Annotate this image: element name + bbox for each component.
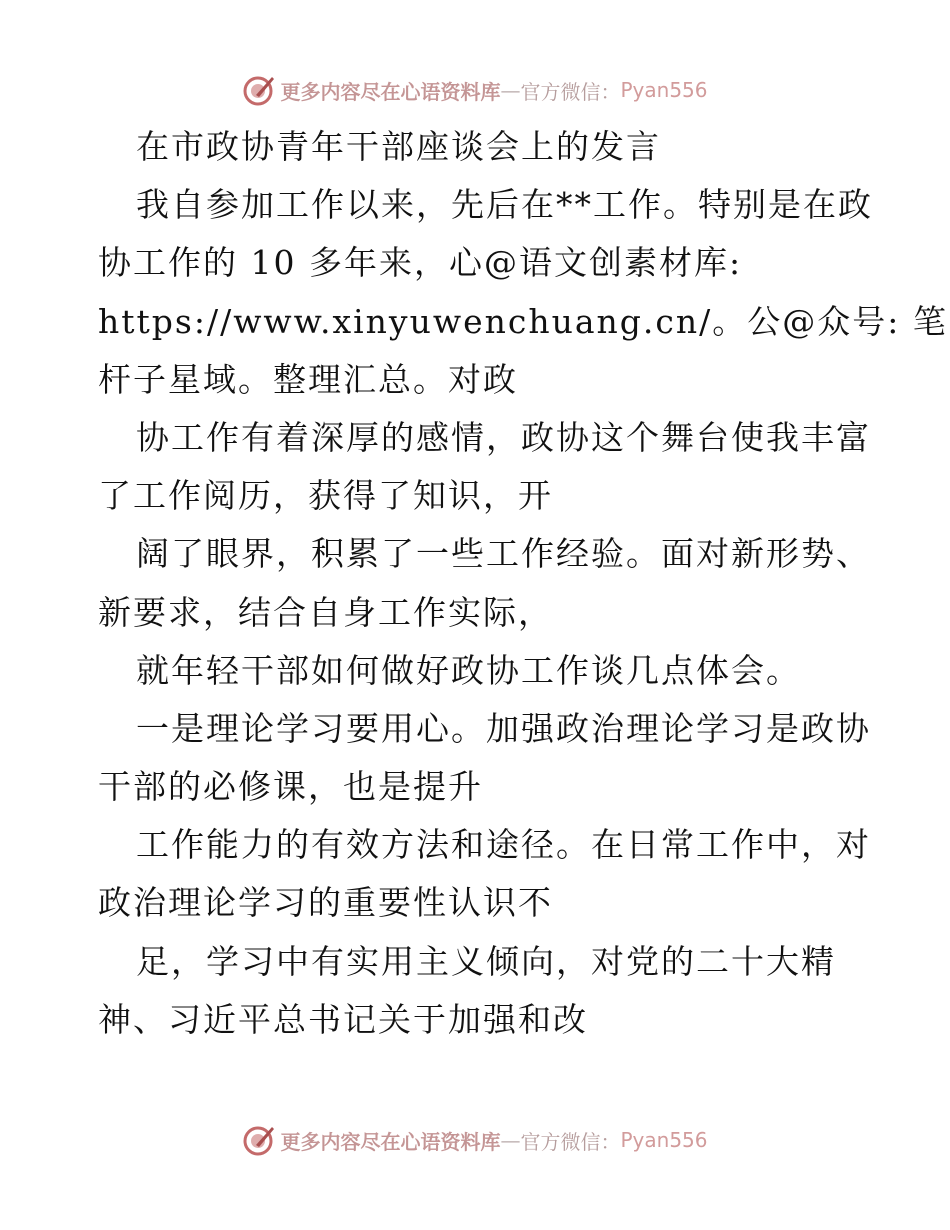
footer-wechat-id: Pyan556	[620, 1128, 708, 1152]
header-wechat-id: Pyan556	[620, 78, 708, 102]
document-title: 在市政协青年干部座谈会上的发言	[136, 127, 661, 166]
paragraph-line: 一是理论学习要用心。加强政治理论学习是政协	[136, 708, 871, 748]
header-dash: —	[500, 78, 521, 102]
footer-brand-text: 更多内容尽在心语资料库	[280, 1129, 501, 1154]
header-contact-label: 官方微信：	[520, 79, 621, 104]
paragraph-line: 神、习近平总书记关于加强和改	[98, 999, 588, 1039]
paragraph-line: 干部的必修课，也是提升	[98, 767, 483, 807]
header-watermark	[0, 70, 950, 110]
paragraph-line: 足，学习中有实用主义倾向，对党的二十大精	[136, 941, 836, 981]
footer-dash: —	[500, 1128, 521, 1152]
paragraph-line: 了工作阅历，获得了知识，开	[98, 476, 553, 516]
quill-seal-icon	[242, 1123, 276, 1157]
footer-watermark	[0, 1120, 950, 1160]
paragraph-line: 政治理论学习的重要性认识不	[98, 883, 553, 923]
paragraph-line: 阔了眼界，积累了一些工作经验。面对新形势、	[136, 534, 871, 574]
paragraph-line: 我自参加工作以来，先后在**工作。特别是在政	[136, 185, 873, 225]
paragraph-line: 工作能力的有效方法和途径。在日常工作中，对	[136, 825, 871, 865]
footer-contact-label: 官方微信：	[520, 1129, 621, 1154]
paragraph-line: 协工作有着深厚的感情，政协这个舞台使我丰富	[136, 417, 871, 457]
header-brand-text: 更多内容尽在心语资料库	[280, 79, 501, 104]
document-body	[98, 118, 948, 1049]
paragraph-line: 杆子星域。整理汇总。对政	[98, 359, 518, 399]
paragraph-line: 协工作的 10 多年来，心@语文创素材库:	[98, 243, 743, 283]
quill-seal-icon	[242, 73, 276, 107]
paragraph-line: 就年轻干部如何做好政协工作谈几点体会。	[136, 650, 801, 690]
paragraph-line: 新要求，结合自身工作实际，	[98, 592, 553, 632]
paragraph-line: https://www.xinyuwenchuang.cn/。公@众号: 笔	[98, 301, 948, 341]
